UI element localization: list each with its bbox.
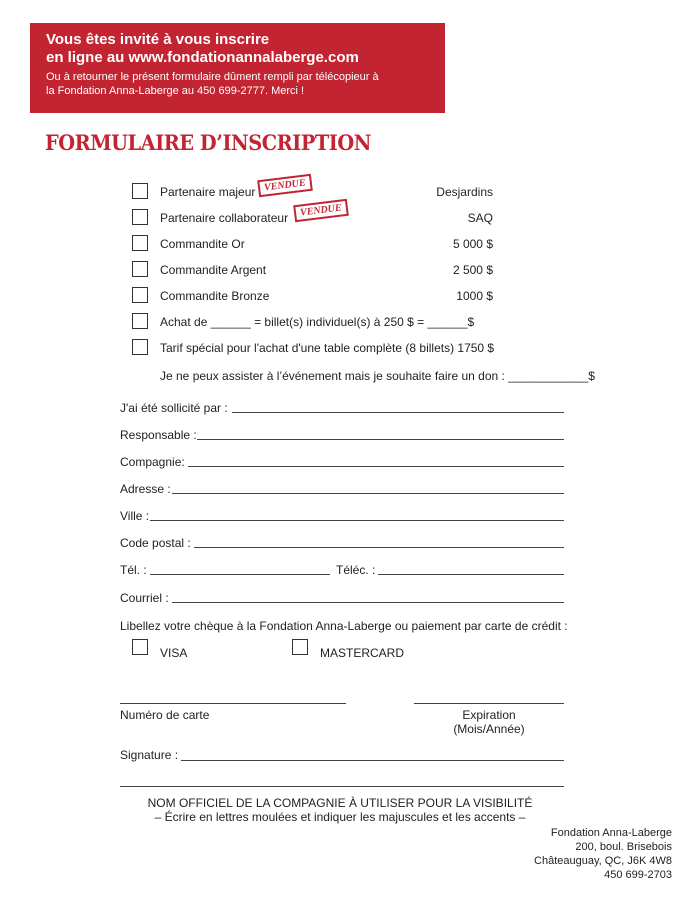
code-postal-input[interactable] — [194, 547, 564, 548]
checkbox-commandite-or[interactable] — [132, 235, 148, 251]
address-phone: 450 699-2703 — [604, 869, 672, 881]
expiration-input[interactable] — [414, 703, 564, 704]
option-partenaire-majeur — [0, 177, 700, 203]
option-partenaire-collaborateur — [0, 202, 700, 229]
option-value: SAQ — [467, 211, 493, 225]
option-label: Partenaire majeur — [160, 185, 256, 199]
option-label: Tarif spécial pour l'achat d'une table complète (8 billets) 1750 $ — [160, 341, 495, 355]
vendue-stamp: VENDUE — [257, 174, 312, 197]
sollicite-label: J'ai été sollicité par : — [120, 401, 228, 415]
option-table-complete — [0, 339, 700, 359]
vendue-stamp: VENDUE — [293, 199, 348, 222]
visa-label: VISA — [160, 646, 188, 660]
checkbox-visa[interactable] — [132, 639, 148, 655]
option-label: Commandite Bronze — [160, 289, 270, 303]
card-number-label: Numéro de carte — [120, 708, 210, 722]
expiration-sublabel: (Mois/Année) — [453, 722, 525, 736]
option-value: 2 500 $ — [452, 263, 493, 277]
checkbox-partenaire-majeur[interactable] — [132, 183, 148, 199]
telec-input[interactable] — [378, 574, 564, 575]
code-postal-label: Code postal : — [120, 536, 191, 550]
form-title: FORMULAIRE D’INSCRIPTION — [45, 130, 371, 155]
banner-line-3: Ou à retourner le présent formulaire dûment rempli par télécopieur à — [46, 71, 379, 83]
banner-website: en ligne au www.fondationannalaberge.com — [46, 49, 359, 66]
ville-input[interactable] — [150, 520, 564, 521]
option-value: 1000 $ — [456, 289, 493, 303]
tel-input[interactable] — [150, 574, 330, 575]
courriel-label: Courriel : — [120, 591, 169, 605]
compagnie-input[interactable] — [188, 466, 564, 467]
donation-line[interactable]: Je ne peux assister à l’événement mais je souhaite faire un don : ____________$ — [160, 369, 595, 383]
official-name-instructions: – Écrire en lettres moulées et indiquer les majuscules et les accents – — [154, 810, 526, 824]
banner-line-4: la Fondation Anna-Laberge au 450 699-2777. Merci ! — [46, 85, 305, 97]
expiration-label: Expiration — [462, 708, 516, 722]
address-city: Châteauguay, QC, J6K 4W8 — [534, 855, 672, 867]
checkbox-commandite-bronze[interactable] — [132, 287, 148, 303]
signature-input[interactable] — [181, 760, 564, 761]
adresse-label: Adresse : — [120, 482, 171, 496]
checkbox-table-complete[interactable] — [132, 339, 148, 355]
official-name-input[interactable] — [120, 786, 564, 787]
mastercard-label: MASTERCARD — [320, 646, 405, 660]
telec-label: Téléc. : — [336, 563, 376, 577]
option-commandite-argent — [0, 261, 700, 281]
option-label: Achat de ______ = billet(s) individuel(s) à 250 $ = ______$ — [160, 315, 475, 329]
compagnie-label: Compagnie: — [120, 455, 185, 469]
checkbox-commandite-argent[interactable] — [132, 261, 148, 277]
address-street: 200, boul. Brisebois — [575, 841, 672, 853]
option-label: Commandite Or — [160, 237, 245, 251]
checkbox-billets-individuels[interactable] — [132, 313, 148, 329]
responsable-label: Responsable : — [120, 428, 197, 442]
foundation-address — [534, 826, 672, 882]
banner-line-1: Vous êtes invité à vous inscrire — [46, 31, 270, 48]
signature-label: Signature : — [120, 748, 179, 762]
option-billets-individuels — [0, 313, 700, 333]
official-name-title: NOM OFFICIEL DE LA COMPAGNIE À UTILISER POUR LA VISIBILITÉ — [147, 796, 533, 810]
responsable-input[interactable] — [197, 439, 564, 440]
sollicite-input[interactable] — [232, 412, 564, 413]
option-label: Commandite Argent — [160, 263, 267, 277]
payment-instruction: Libellez votre chèque à la Fondation Anna-Laberge ou paiement par carte de crédit : — [120, 619, 568, 633]
tel-label: Tél. : — [120, 563, 147, 577]
courriel-input[interactable] — [172, 602, 564, 603]
header-banner — [30, 23, 445, 113]
checkbox-partenaire-collaborateur[interactable] — [132, 209, 148, 225]
card-number-input[interactable] — [120, 703, 346, 704]
option-value: 5 000 $ — [452, 237, 493, 251]
option-label: Partenaire collaborateur — [160, 211, 289, 225]
checkbox-mastercard[interactable] — [292, 639, 308, 655]
option-commandite-bronze — [0, 287, 700, 307]
ville-label: Ville : — [120, 509, 150, 523]
option-commandite-or — [0, 235, 700, 255]
address-name: Fondation Anna-Laberge — [550, 827, 672, 839]
adresse-input[interactable] — [172, 493, 564, 494]
option-value: Desjardins — [436, 185, 493, 199]
